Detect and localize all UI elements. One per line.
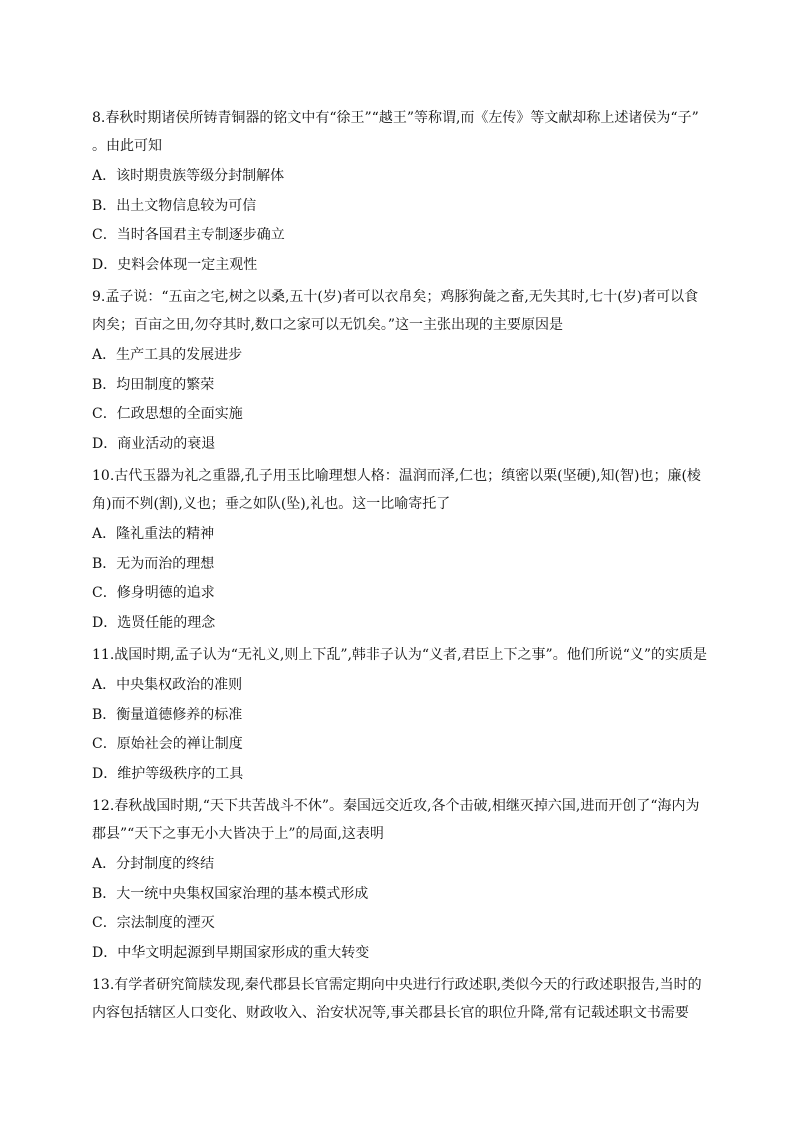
question-stem — [92, 283, 702, 339]
option-b: B．出土文物信息较为可信 — [92, 197, 257, 214]
stem-line: 角)而不刿(割),义也；垂之如队(坠),礼也。这一比喻寄托了 — [92, 496, 451, 512]
stem-line: 13.有学者研究简牍发现,秦代郡县长官需定期向中央进行行政述职,类似今天的行政述职报告,当时的 — [92, 977, 702, 993]
question-stem — [92, 971, 702, 1027]
option-d: D．史料会体现一定主观性 — [92, 256, 258, 273]
option-d: D．中华文明起源到早期国家形成的重大转变 — [92, 944, 370, 961]
option-a: A．生产工具的发展进步 — [92, 347, 243, 363]
question-stem — [92, 462, 702, 518]
question-10 — [92, 462, 702, 638]
stem-line: 郡县”“天下之事无小大皆决于上”的局面,这表明 — [92, 826, 384, 842]
question-12 — [92, 792, 702, 968]
stem-line: 9.孟子说：“五亩之宅,树之以桑,五十(岁)者可以衣帛矣；鸡豚狗彘之畜,无失其时,七十(岁)者可以食 — [92, 289, 699, 305]
option-a: A．隆礼重法的精神 — [92, 526, 215, 542]
question-9 — [92, 283, 702, 459]
stem-line: 12.春秋战国时期,“天下共苦战斗不休”。秦国远交近攻,各个击破,相继灭掉六国,进而开创了“海内为 — [92, 798, 700, 814]
question-stem — [92, 792, 702, 848]
option-c: C．宗法制度的湮灭 — [92, 915, 215, 931]
stem-line: 肉矣；百亩之田,勿夺其时,数口之家可以无饥矣。”这一主张出现的主要原因是 — [92, 317, 564, 333]
option-c: C．仁政思想的全面实施 — [92, 406, 243, 422]
stem-line: 11.战国时期,孟子认为“无礼义,则上下乱”,韩非子认为“义者,君臣上下之事”。他们所说“义”的实质是 — [92, 647, 708, 663]
question-stem — [92, 104, 702, 160]
stem-line: 内容包括辖区人口变化、财政收入、治安状况等,事关郡县长官的职位升降,常有记载述职文书需要 — [92, 1005, 689, 1021]
option-b: B．均田制度的繁荣 — [92, 376, 215, 393]
stem-line: 8.春秋时期诸侯所铸青铜器的铭文中有“徐王”“越王”等称谓,而《左传》等文献却称上述诸侯为“子” — [92, 110, 699, 126]
option-b: B．大一统中央集权国家治理的基本模式形成 — [92, 885, 369, 902]
question-11 — [92, 641, 708, 789]
question-stem — [92, 641, 708, 669]
option-a: A．分封制度的终结 — [92, 856, 215, 872]
option-c: C．修身明德的追求 — [92, 585, 215, 601]
option-a: A．中央集权政治的准则 — [92, 677, 243, 693]
option-b: B．衡量道德修养的标准 — [92, 706, 243, 723]
option-d: D．维护等级秩序的工具 — [92, 765, 244, 782]
stem-line: 10.古代玉器为礼之重器,孔子用玉比喻理想人格：温润而泽,仁也；缜密以栗(坚硬),知(智)也；廉(棱 — [92, 468, 701, 484]
option-d: D．商业活动的衰退 — [92, 435, 216, 452]
question-8 — [92, 104, 702, 280]
option-b: B．无为而治的理想 — [92, 555, 215, 572]
question-13 — [92, 971, 702, 1027]
stem-line: 。由此可知 — [92, 138, 162, 154]
option-c: C．当时各国君主专制逐步确立 — [92, 227, 285, 243]
option-d: D．选贤任能的理念 — [92, 614, 216, 631]
option-a: A．该时期贵族等级分封制解体 — [92, 168, 285, 184]
option-c: C．原始社会的禅让制度 — [92, 736, 243, 752]
